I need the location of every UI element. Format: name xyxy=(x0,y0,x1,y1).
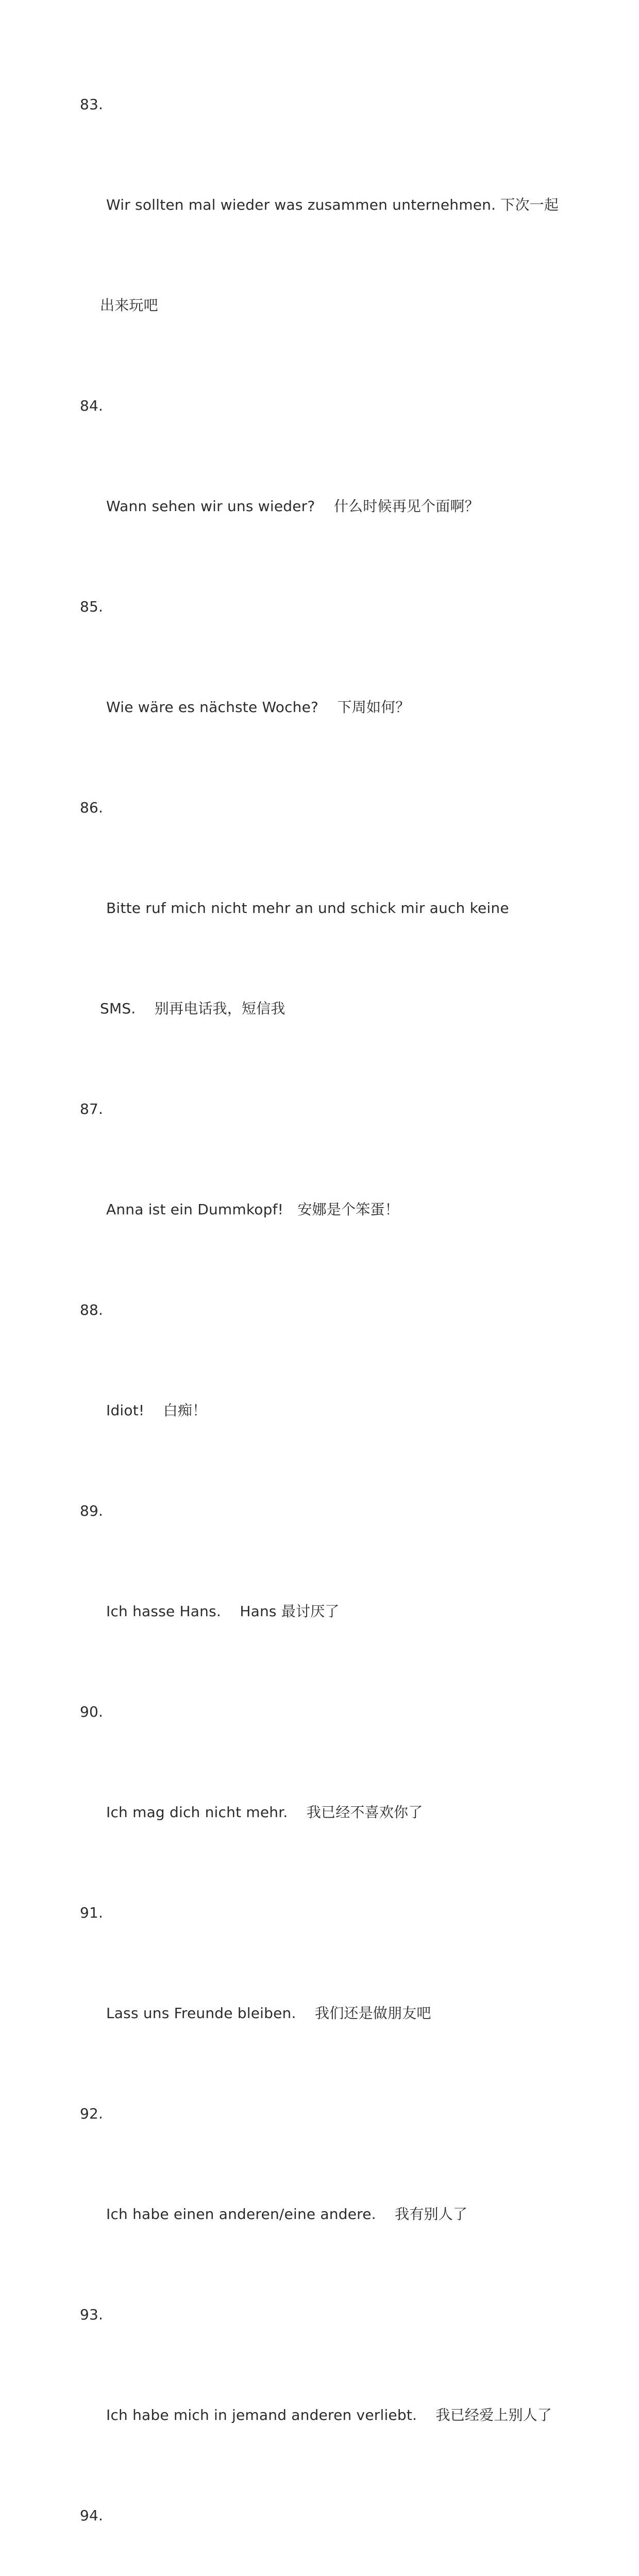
list-item xyxy=(80,2298,580,2499)
item-number: 89. xyxy=(80,1502,104,1519)
item-number: 88. xyxy=(80,1301,104,1318)
list-item xyxy=(80,590,580,791)
list-item xyxy=(80,2499,580,2576)
item-number: 93. xyxy=(80,2306,104,2323)
item-text: Ich hasse Hans. Hans 最讨厌了 xyxy=(106,1603,340,1620)
item-text: Ich habe mich in jemand anderen verliebt. 我已经爱上别人了 xyxy=(106,2406,552,2424)
item-text: Anna ist ein Dummkopf! 安娜是个笨蛋！ xyxy=(106,1201,399,1218)
item-text: Wie wäre es nächste Woche? 下周如何？ xyxy=(106,699,410,716)
item-text: Wann sehen wir uns wieder? 什么时候再见个面啊？ xyxy=(106,498,479,515)
item-number: 91. xyxy=(80,1904,104,1921)
item-number: 90. xyxy=(80,1703,104,1720)
item-number: 85. xyxy=(80,598,104,615)
list-item xyxy=(80,1092,580,1293)
item-number: 94. xyxy=(80,2507,104,2524)
item-number: 84. xyxy=(80,397,104,414)
item-number: 86. xyxy=(80,799,104,816)
list-item xyxy=(80,389,580,590)
item-text-continuation: SMS. 别再电话我，短信我 xyxy=(100,1000,285,1017)
list-item xyxy=(80,1896,580,2097)
item-text: Idiot! 白痴！ xyxy=(106,1402,207,1419)
phrase-list xyxy=(80,88,580,2576)
item-number: 92. xyxy=(80,2105,104,2122)
list-item xyxy=(80,1494,580,1695)
list-item xyxy=(80,88,580,389)
item-number: 83. xyxy=(80,96,104,113)
item-text: Bitte ruf mich nicht mehr an und schick mir auch keine xyxy=(106,900,509,917)
item-text: Wir sollten mal wieder was zusammen unternehmen. 下次一起 xyxy=(106,196,559,213)
list-item xyxy=(80,1293,580,1494)
item-text: Lass uns Freunde bleiben. 我们还是做朋友吧 xyxy=(106,2005,431,2022)
list-item xyxy=(80,791,580,1092)
item-text-continuation: 出来玩吧 xyxy=(100,297,158,314)
list-item xyxy=(80,2097,580,2298)
item-number: 87. xyxy=(80,1100,104,1117)
list-item xyxy=(80,1695,580,1896)
item-text: Ich habe einen anderen/eine andere. 我有别人了 xyxy=(106,2206,468,2223)
item-text: Ich mag dich nicht mehr. 我已经不喜欢你了 xyxy=(106,1804,423,1821)
